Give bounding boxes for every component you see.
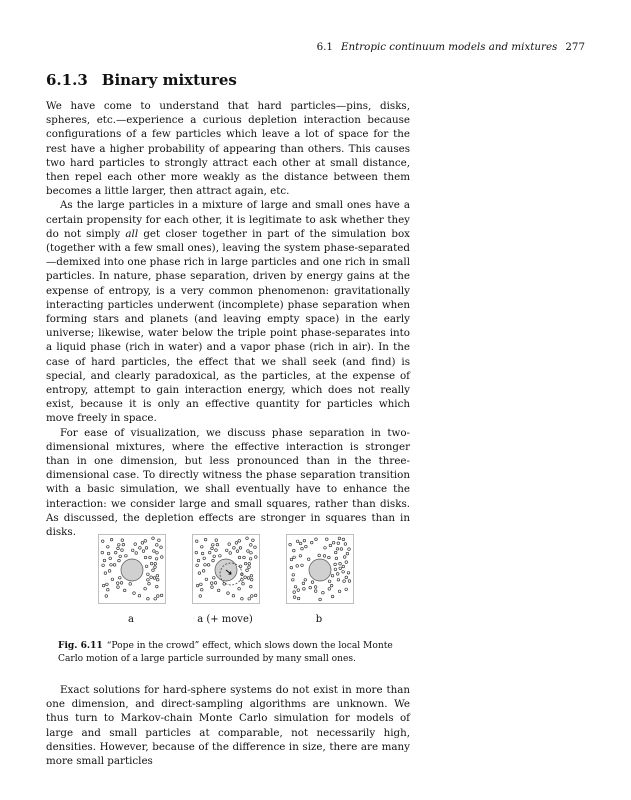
small-particle [114,551,117,554]
small-particle [155,558,158,561]
running-head-title: Entropic continuum models and mixtures [340,41,558,53]
particle-box [99,535,165,603]
small-particle [244,576,247,579]
small-particle [232,594,235,597]
small-particle [296,540,299,543]
small-particle [125,555,128,558]
small-particle [328,580,331,583]
small-particle [134,543,137,546]
small-particle [337,542,340,545]
small-particle [152,537,155,540]
small-particle [238,540,241,543]
small-particle [153,577,156,580]
small-particle [297,589,300,592]
small-particle [156,544,159,547]
small-particle [293,596,296,599]
small-particle [344,543,347,546]
small-particle [201,588,204,591]
small-particle [200,583,203,586]
small-particle [195,551,198,554]
small-particle [131,549,134,552]
small-particle [248,562,251,565]
small-particle [153,550,156,553]
small-particle [299,542,302,545]
body-text-continued [46,683,410,768]
small-particle [118,559,121,562]
small-particle [330,584,333,587]
small-particle [248,598,251,601]
figure-label: Fig. 6.11 [58,640,103,651]
small-particle [212,559,215,562]
small-particle [337,579,340,582]
paragraph: For ease of visualization, we discuss phase separation in two-dimensional mixtures, where the effective interaction is stronger than in one dimension, but less pronounced than in the three-dimensional case. To directly witness the phase separation transition with a basic simulation, we shall eventually have to enhance the interaction: we consider large and small squares, rather than disks. As discussed, the depletion effects are stronger in squares than in disks. [46,426,410,539]
small-particle [293,556,296,559]
small-particle [323,555,326,558]
small-particle [119,555,122,558]
small-particle [108,570,111,573]
small-particle [343,556,346,559]
paragraph: We have come to understand that hard particles—pins, disks, spheres, etc.—experience a curious depletion interaction because configurations of a few particles which leave a lot of space for the rest have a higher probability of appearing than others. This causes two hard particles to strongly attract each other at small distance, then repel each other more weakly as the distance between them becomes a little larger, then attract again, etc. [46,100,410,198]
small-particle [250,585,253,588]
small-particle [107,588,110,591]
small-particle [225,549,228,552]
small-particle [294,586,297,589]
small-particle [303,539,306,542]
small-particle [156,552,159,555]
small-particle [252,539,255,542]
small-particle [328,588,331,591]
emphasis: all [125,227,139,240]
small-particle [235,542,238,545]
small-particle [210,582,213,585]
small-particle [334,563,337,566]
panel-label-a: a [128,614,134,625]
small-particle [250,578,253,581]
small-particle [251,595,254,598]
small-particle [322,591,325,594]
small-particle [290,566,293,569]
small-particle [142,550,145,553]
figure-panel-a-move [192,534,260,604]
small-particle [144,556,147,559]
small-particle [338,537,341,540]
small-particle [254,594,257,597]
small-particle [204,538,207,541]
small-particle [243,556,246,559]
figure-6-11 [0,534,631,624]
small-particle [122,543,125,546]
small-particle [301,564,304,567]
panel-label-b: b [315,614,323,625]
small-particle [110,564,113,567]
small-particle [202,570,205,573]
large-particle [309,559,331,581]
small-particle [229,552,232,555]
small-particle [103,559,106,562]
small-particle [154,598,157,601]
small-particle [319,598,322,601]
small-particle [241,597,244,600]
particle-box [287,535,353,603]
small-particle [161,556,164,559]
small-particle [255,556,258,559]
small-particle [304,579,307,582]
small-particle [116,582,119,585]
small-particle [212,544,215,547]
small-particle [236,550,239,553]
small-particle [160,594,163,597]
small-particle [238,587,241,590]
small-particle [211,547,214,550]
small-particle [156,585,159,588]
small-particle [219,555,222,558]
small-particle [208,551,211,554]
page-number: 277 [565,41,585,53]
running-head-section: 6.1 [316,41,333,53]
small-particle [247,577,250,580]
small-particle [214,582,217,585]
small-particle [248,566,251,569]
small-particle [156,574,159,577]
small-particle [315,538,318,541]
small-particle [228,543,231,546]
small-particle [106,583,109,586]
small-particle [207,564,210,567]
section-title: Binary mixtures [101,71,237,89]
small-particle [250,552,253,555]
small-particle [299,555,302,558]
small-particle [215,549,218,552]
small-particle [338,590,341,593]
small-particle [314,586,317,589]
small-particle [110,538,113,541]
small-particle [144,587,147,590]
small-particle [120,582,123,585]
small-particle [318,554,321,557]
paragraph: Exact solutions for hard-sphere systems do not exist in more than one dimension, and direct-sampling algorithms are unknown. We thus turn to Markov-chain Monte Carlo simulation for models of large and small particles at comparable, not necessarily high, densities. However, because of the difference in size, there are many more small particles [46,684,410,768]
small-particle [310,541,313,544]
small-particle [307,558,310,561]
small-particle [204,564,207,567]
small-particle [147,573,150,576]
small-particle [211,586,214,589]
small-particle [250,544,253,547]
small-particle [302,582,305,585]
small-particle [160,546,163,549]
small-particle [203,557,206,560]
small-particle [227,592,230,595]
small-particle [314,590,317,593]
small-particle [324,547,327,550]
small-particle [348,548,351,551]
small-particle [293,549,296,552]
small-particle [342,571,345,574]
small-particle [101,540,104,543]
small-particle [109,557,112,560]
small-particle [334,551,337,554]
small-particle [339,562,342,565]
small-particle [197,559,200,562]
small-particle [117,547,120,550]
small-particle [101,551,104,554]
small-particle [247,550,250,553]
small-particle [290,558,293,561]
small-particle [145,547,148,550]
small-particle [121,539,124,542]
small-particle [205,578,208,581]
particle-box [193,535,259,603]
small-particle [347,572,350,575]
caption-text: “Pope in the crowd” effect, which slows down the local Monte Carlo motion of a large particle surrounded by many small ones. [58,641,393,664]
small-particle [145,565,148,568]
small-particle [118,544,121,547]
small-particle [292,579,295,582]
small-particle [342,565,345,568]
small-particle [105,595,108,598]
small-particle [296,565,299,568]
small-particle [129,583,132,586]
small-particle [121,549,124,552]
small-particle [144,540,147,543]
small-particle [201,552,204,555]
running-head [317,41,585,53]
small-particle [156,578,159,581]
small-particle [152,569,155,572]
body-text [46,99,410,539]
small-particle [139,547,142,550]
small-particle [246,537,249,540]
small-particle [150,562,153,565]
small-particle [254,546,257,549]
small-particle [111,578,114,581]
small-particle [213,555,216,558]
small-particle [340,548,343,551]
small-particle [149,556,152,559]
small-particle [199,595,202,598]
small-particle [217,589,220,592]
small-particle [215,539,218,542]
small-particle [305,545,308,548]
small-particle [238,556,241,559]
small-particle [342,538,345,541]
small-particle [345,588,348,591]
small-particle [117,586,120,589]
small-particle [141,542,144,545]
small-particle [154,566,157,569]
small-particle [345,576,348,579]
small-particle [147,579,150,582]
small-particle [107,552,110,555]
small-particle [195,540,198,543]
small-particle [123,589,126,592]
small-particle [331,574,334,577]
small-particle [311,581,314,584]
small-particle [326,538,329,541]
small-particle [147,597,150,600]
small-particle [198,572,201,575]
small-particle [201,546,204,549]
small-particle [107,546,110,549]
small-particle [133,592,136,595]
small-particle [233,547,236,550]
small-particle [292,574,295,577]
small-particle [102,564,105,567]
small-particle [157,595,160,598]
small-particle [246,569,249,572]
small-particle [293,591,296,594]
panel-label-a-move: a (+ move) [197,614,253,625]
small-particle [336,548,339,551]
small-particle [336,573,339,576]
small-particle [150,576,153,579]
figure-panel-b [286,534,354,604]
small-particle [303,588,306,591]
small-particle [335,557,338,560]
small-particle [332,541,335,544]
small-particle [242,582,245,585]
small-particle [104,572,107,575]
small-particle [223,583,226,586]
small-particle [334,568,337,571]
section-number: 6.1.3 [46,71,88,89]
small-particle [328,556,331,559]
figure-panel-a [98,534,166,604]
small-particle [138,594,141,597]
small-particle [329,544,332,547]
small-particle [339,567,342,570]
small-particle [216,543,219,546]
section-heading [46,71,237,89]
small-particle [119,577,122,580]
small-particle [250,574,253,577]
large-particle [121,559,143,581]
small-particle [309,586,312,589]
small-particle [345,561,348,564]
small-particle [289,543,292,546]
small-particle [301,547,304,550]
small-particle [213,577,216,580]
small-particle [346,552,349,555]
small-particle [348,580,351,583]
small-particle [196,584,199,587]
small-particle [249,558,252,561]
small-particle [297,597,300,600]
small-particle [148,582,151,585]
paragraph: As the large particles in a mixture of large and small ones have a certain propensity for each other, it is legitimate to ask whether they do not simply all get closer together in part of the simulation box (together with a few small ones), leaving the system phase-separated—demixed into one phase rich in large particles and one rich in small particles. In nature, phase separation, driven by energy gains at the expense of entropy, is a very common phenomenon: gravitationally interacting particles underwent (incomplete) phase separation when forming stars and planets (and leaving empty space) in the early universe; likewise, water below the triple point phase-separates into a liquid phase (rich in water) and a vapor phase (rich in air). In the case of hard particles, the effect that we shall seek (and find) is special, and clearly paradoxical, as the particles, at the expense of entropy, attempt to gain interaction energy, which does not really exist, because it is only an effective quantity for particles which move freely in space. [46,199,410,425]
small-particle [343,580,346,583]
small-particle [244,562,247,565]
small-particle [102,584,105,587]
small-particle [239,547,242,550]
small-particle [331,595,334,598]
small-particle [113,564,116,567]
small-particle [154,562,157,565]
small-particle [135,552,138,555]
small-particle [158,539,161,542]
small-particle [196,564,199,567]
figure-caption [58,639,418,666]
